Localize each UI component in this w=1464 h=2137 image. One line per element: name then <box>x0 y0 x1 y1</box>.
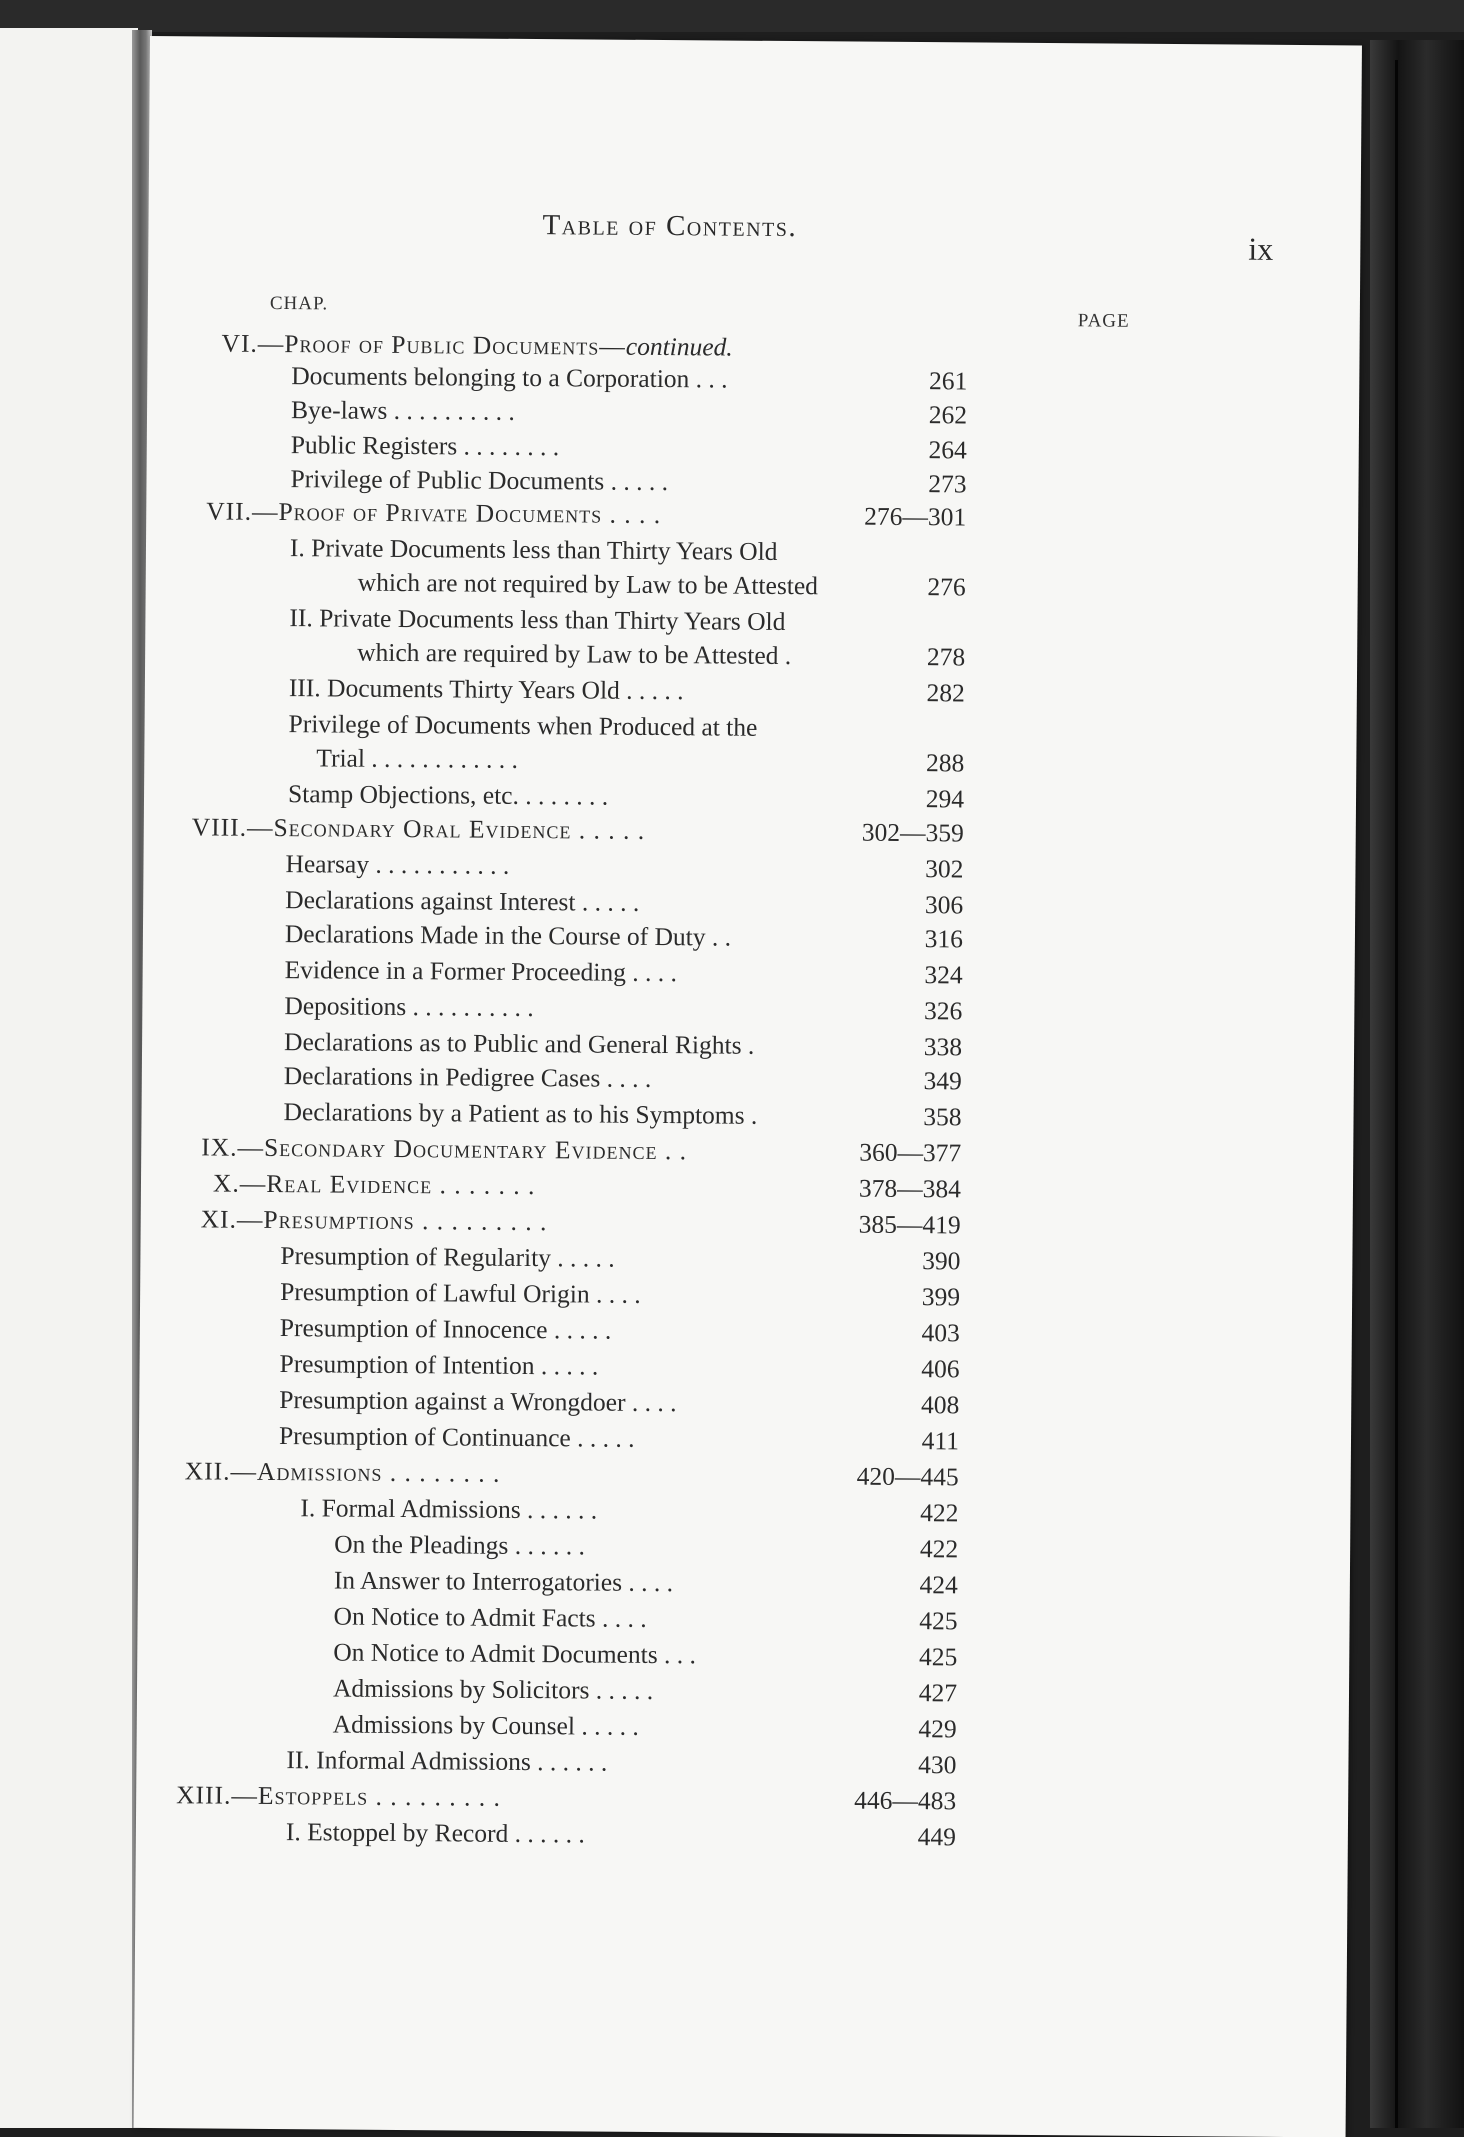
entry-label: Privilege of Public Documents . . . . . <box>290 464 669 497</box>
contents-entry <box>357 636 966 673</box>
entry-page: 427 <box>918 1678 958 1708</box>
entry-label: I. Private Documents less than Thirty Years Old <box>289 533 778 566</box>
entry-page: 288 <box>925 748 965 778</box>
contents-entry <box>357 566 966 604</box>
entry-page: 429 <box>918 1714 957 1744</box>
entry-label: Presumption of Lawful Origin . . . . <box>280 1277 641 1309</box>
contents-entry <box>316 741 965 778</box>
contents-entry <box>290 428 967 465</box>
entry-page: 422 <box>919 1534 959 1564</box>
entry-page: 316 <box>924 924 964 954</box>
contents-entry <box>332 1671 958 1708</box>
entry-label: Declarations against Interest . . . . . <box>285 885 640 917</box>
chap-column-heading: CHAP. <box>269 292 329 315</box>
running-title: Table of Contents. <box>542 209 798 244</box>
contents-entry <box>280 1275 961 1312</box>
entry-label: Declarations Made in the Course of Duty . . <box>284 919 732 952</box>
entry-page: 425 <box>919 1606 958 1636</box>
facing-page-edge <box>0 28 138 2128</box>
entry-label: XII.—Admissions . . . . . . . . <box>184 1456 501 1488</box>
contents-entry <box>287 777 965 814</box>
entry-page: 422 <box>920 1498 959 1528</box>
entry-page: 276—301 <box>864 501 967 532</box>
entry-page: 306 <box>924 890 964 920</box>
entry-label: Declarations by a Patient as to his Symptoms . <box>283 1097 758 1130</box>
entry-page: 446—483 <box>854 1785 957 1816</box>
book-page <box>134 36 1362 2137</box>
continued-note: continued. <box>625 331 733 362</box>
entry-label: Admissions by Solicitors . . . . . <box>332 1673 654 1706</box>
contents-entry <box>200 1202 961 1240</box>
entry-page: 276 <box>927 572 966 602</box>
entry-label: X.—Real Evidence . . . . . . . <box>212 1168 536 1201</box>
entry-label: Trial . . . . . . . . . . . . <box>316 743 519 774</box>
entry-page: 430 <box>918 1750 957 1780</box>
entry-page: 302 <box>925 854 964 884</box>
entry-page: 338 <box>923 1032 963 1062</box>
entry-page: 360—377 <box>859 1137 962 1168</box>
contents-entry <box>283 1095 962 1133</box>
entry-page: 411 <box>921 1426 960 1456</box>
entry-label: Admissions by Counsel . . . . . <box>332 1709 639 1741</box>
entry-page: 302—359 <box>861 817 964 848</box>
contents-entry <box>184 1454 959 1492</box>
entry-label: Privilege of Documents when Produced at the <box>288 709 758 742</box>
entry-page: 420—445 <box>856 1461 959 1492</box>
contents-entry <box>288 707 757 745</box>
entry-label: On Notice to Admit Documents . . . <box>333 1637 697 1670</box>
entry-page: 385—419 <box>858 1209 961 1240</box>
entry-label: Bye-laws . . . . . . . . . . <box>290 395 515 426</box>
page-column-heading: PAGE <box>1077 310 1130 332</box>
entry-page: 424 <box>919 1570 958 1600</box>
entry-label: Presumption of Innocence . . . . . <box>279 1313 612 1345</box>
contents-entry <box>333 1599 958 1636</box>
contents-entry <box>300 1491 959 1528</box>
contents-entry <box>289 601 785 639</box>
entry-page: 406 <box>921 1354 960 1384</box>
entry-page: 261 <box>928 366 968 396</box>
contents-entry <box>191 810 964 848</box>
contents-entry <box>280 1239 961 1276</box>
entry-label: Presumption of Regularity . . . . . <box>280 1241 615 1273</box>
contents-entry <box>333 1563 958 1600</box>
entry-page: 282 <box>926 678 965 708</box>
entry-page: 358 <box>923 1102 962 1132</box>
entry-label: III. Documents Thirty Years Old . . . . . <box>288 673 684 706</box>
contents-entry <box>278 1419 960 1456</box>
entry-page: 399 <box>921 1282 961 1312</box>
book-fore-edge <box>1370 40 1464 2128</box>
entry-page: 324 <box>924 960 963 990</box>
contents-entry <box>176 1778 957 1816</box>
entry-page: 425 <box>918 1642 958 1672</box>
entry-page: 408 <box>920 1390 960 1420</box>
contents-entry <box>285 1815 956 1852</box>
entry-label: On the Pleadings . . . . . . <box>334 1529 586 1561</box>
contents-entry <box>283 1059 962 1096</box>
entry-label: VI.—Proof of Public Documents—continued. <box>221 328 733 362</box>
entry-label: VIII.—Secondary Oral Evidence . . . . . <box>191 812 646 845</box>
contents-entry <box>284 989 963 1026</box>
entry-label: II. Private Documents less than Thirty Years Old <box>289 603 786 637</box>
contents-entry <box>334 1527 959 1564</box>
entry-label: II. Informal Admissions . . . . . . <box>286 1745 608 1777</box>
contents-entry <box>291 359 968 396</box>
entry-label: Stamp Objections, etc. . . . . . . . <box>287 779 609 811</box>
entry-label: Public Registers . . . . . . . . <box>290 430 560 462</box>
entry-label: XIII.—Estoppels . . . . . . . . . <box>176 1780 502 1812</box>
contents-entry <box>206 494 967 532</box>
entry-page: 273 <box>928 469 967 499</box>
entry-page: 378—384 <box>858 1173 962 1204</box>
contents-entry <box>201 1130 962 1168</box>
entry-label: Depositions . . . . . . . . . . <box>284 991 534 1023</box>
contents-entry <box>279 1383 960 1420</box>
entry-label: I. Formal Admissions . . . . . . <box>300 1493 598 1525</box>
entry-page: 278 <box>926 642 966 672</box>
contents-entry <box>332 1707 957 1744</box>
page-number: ix <box>1248 230 1274 267</box>
entry-label: Declarations in Pedigree Cases . . . . <box>283 1061 652 1093</box>
contents-entry <box>279 1347 960 1384</box>
entry-page: 449 <box>917 1822 956 1852</box>
contents-entry <box>333 1635 958 1672</box>
cover-edge-line <box>1395 60 1398 2128</box>
entry-page: 294 <box>925 784 965 814</box>
entry-label: XI.—Presumptions . . . . . . . . . <box>200 1204 548 1237</box>
contents-entry <box>288 671 965 708</box>
contents-entry <box>285 847 964 884</box>
contents-entry <box>290 462 967 499</box>
entry-label: Presumption against a Wrongdoer . . . . <box>279 1385 677 1418</box>
entry-label: In Answer to Interrogatories . . . . <box>333 1565 674 1598</box>
entry-label: which are required by Law to be Attested . <box>357 637 792 671</box>
scan-top-edge <box>0 0 1464 32</box>
entry-page: 264 <box>928 435 967 465</box>
contents-entry <box>290 393 968 430</box>
contents-entry <box>286 1743 957 1780</box>
entry-label: VII.—Proof of Private Documents . . . . <box>206 496 662 530</box>
entry-label: Presumption of Intention . . . . . <box>279 1349 599 1381</box>
entry-label: Presumption of Continuance . . . . . <box>278 1421 635 1453</box>
contents-entry <box>283 1025 963 1063</box>
contents-entry <box>290 531 778 569</box>
entry-page: 262 <box>928 400 968 430</box>
entry-label: Hearsay . . . . . . . . . . . <box>285 849 510 880</box>
entry-page: 349 <box>923 1066 962 1096</box>
entry-label: IX.—Secondary Documentary Evidence . . <box>201 1132 688 1166</box>
entry-page: 403 <box>921 1318 960 1348</box>
entry-label: On Notice to Admit Facts . . . . <box>333 1601 647 1633</box>
entry-label: Declarations as to Public and General Rights . <box>283 1027 755 1060</box>
contents-entry <box>284 917 964 955</box>
entry-label: Documents belonging to a Corporation . . . <box>291 361 728 394</box>
entry-page: 326 <box>924 996 963 1026</box>
entry-label: I. Estoppel by Record . . . . . . <box>285 1817 585 1849</box>
contents-entry <box>212 1167 962 1204</box>
entry-label: Evidence in a Former Proceeding . . . . <box>284 955 678 988</box>
contents-entry <box>279 1311 960 1348</box>
entry-label: which are not required by Law to be Attested <box>357 567 819 601</box>
entry-page: 390 <box>922 1246 961 1276</box>
contents-entry <box>285 883 964 920</box>
contents-entry <box>284 953 963 990</box>
